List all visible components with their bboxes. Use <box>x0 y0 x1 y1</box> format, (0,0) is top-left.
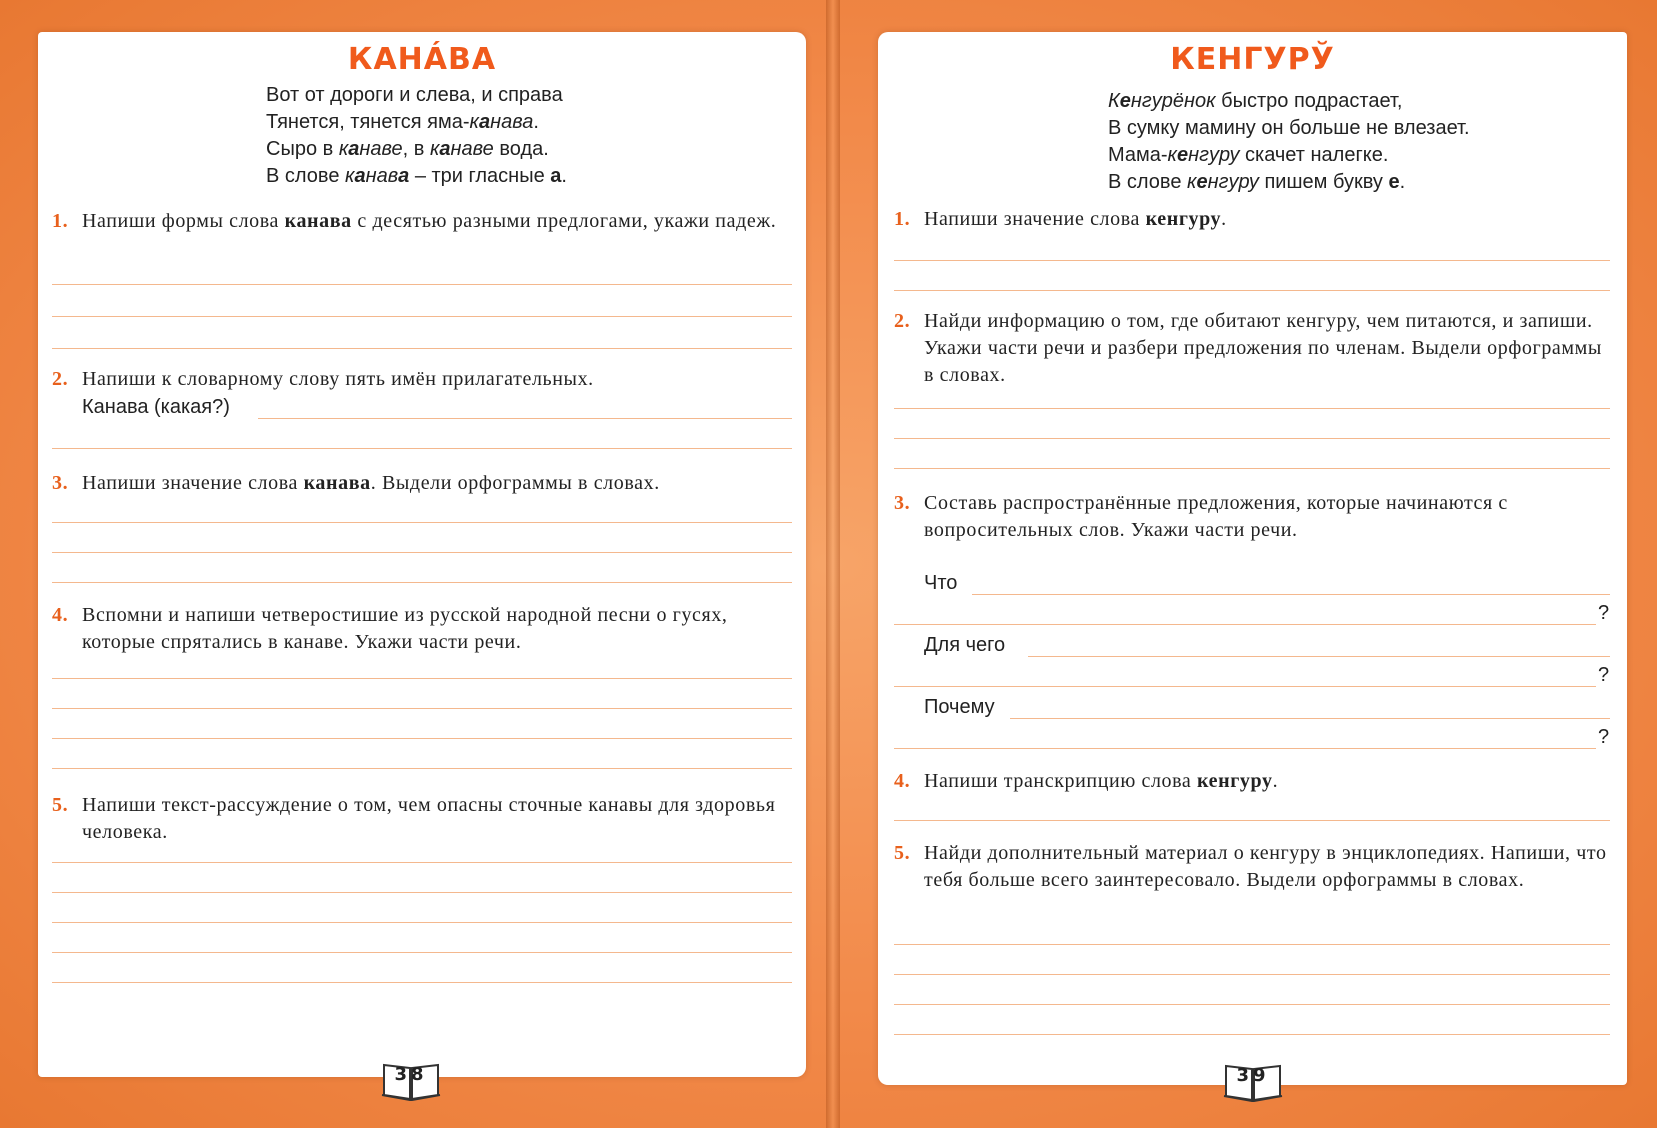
write-line[interactable] <box>1028 656 1610 657</box>
write-line[interactable] <box>52 348 792 349</box>
write-line[interactable] <box>52 284 792 285</box>
task-3 <box>894 490 1610 544</box>
page-number-badge <box>1222 1060 1284 1104</box>
write-line[interactable] <box>52 522 792 523</box>
task-number: 4. <box>52 604 69 626</box>
poem-line: Вот от дороги и слева, и справа <box>266 84 563 106</box>
stressed-vowel: е <box>1177 144 1189 166</box>
italic-text: нгуру <box>1207 171 1259 193</box>
write-line[interactable] <box>894 974 1610 975</box>
write-line[interactable] <box>52 862 792 863</box>
write-line[interactable] <box>52 768 792 769</box>
task-text: Напиши значение слова кенгуру. <box>924 208 1227 230</box>
task-text: Напиши формы слова канава с десятью разными предлогами, укажи падеж. <box>82 210 777 232</box>
task-number: 5. <box>52 794 69 816</box>
task-number: 5. <box>894 842 911 864</box>
task-4 <box>894 768 1610 795</box>
task-number: 1. <box>894 208 911 230</box>
emphasis: кенгуру <box>1145 208 1222 230</box>
task-3 <box>52 470 792 497</box>
write-line[interactable] <box>52 892 792 893</box>
stressed-vowel: е <box>1196 171 1208 193</box>
task-number: 3. <box>52 472 69 494</box>
page-number: 38 <box>394 1064 428 1085</box>
write-line[interactable] <box>894 290 1610 291</box>
write-line[interactable] <box>52 922 792 923</box>
question-word-what: Что <box>924 572 958 594</box>
write-line[interactable] <box>894 1004 1610 1005</box>
italic-text: наве <box>450 138 494 160</box>
task-text: Найди дополнительный материал о кенгуру в энциклопедиях. Напиши, что тебя больше всего заинтересовало. Выдели орфограммы в словах. <box>924 842 1607 891</box>
write-line[interactable] <box>894 944 1610 945</box>
italic-text: наве <box>359 138 403 160</box>
italic-text: нгуру <box>1188 144 1240 166</box>
write-line[interactable] <box>894 468 1610 469</box>
poem-line: Тянется, тянется яма-канава. <box>266 111 539 133</box>
left-page <box>38 32 806 1085</box>
write-line[interactable] <box>894 408 1610 409</box>
write-line[interactable] <box>972 594 1610 595</box>
poem-line: Мама-кенгуру скачет налегке. <box>1108 144 1389 166</box>
question-mark: ? <box>1598 602 1610 624</box>
italic-text: к <box>1167 144 1177 166</box>
task-text: Напиши транскрипцию слова кенгуру. <box>924 770 1279 792</box>
question-word-why: Почему <box>924 696 995 718</box>
task-number: 2. <box>894 310 911 332</box>
right-page <box>878 32 1627 1085</box>
question-mark: ? <box>1598 726 1610 748</box>
book-spine <box>826 0 840 1128</box>
stressed-vowel: а <box>354 165 366 187</box>
poem <box>266 82 567 190</box>
write-line[interactable] <box>52 952 792 953</box>
write-line[interactable] <box>1010 718 1610 719</box>
task-text: Напиши значение слова канава. Выдели орфограммы в словах. <box>82 472 660 494</box>
task-number: 2. <box>52 368 69 390</box>
task-2 <box>894 308 1610 389</box>
write-line[interactable] <box>52 552 792 553</box>
write-line[interactable] <box>258 418 792 419</box>
task-text: Напиши к словарному слову пять имён прилагательных. <box>82 368 594 390</box>
italic-text: к <box>1187 171 1197 193</box>
write-line[interactable] <box>52 678 792 679</box>
emphasis: е <box>1388 171 1400 193</box>
task-5 <box>52 792 792 846</box>
write-line[interactable] <box>894 1034 1610 1035</box>
task-5 <box>894 840 1610 894</box>
task-number: 4. <box>894 770 911 792</box>
italic-text: к <box>429 138 440 160</box>
emphasis: канава <box>284 210 352 232</box>
emphasis: канава <box>303 472 371 494</box>
italic-text: нгурёнок <box>1130 90 1216 112</box>
page-number: 39 <box>1236 1065 1270 1086</box>
task-2 <box>52 366 792 393</box>
poem-line: В сумку мамину он больше не влезает. <box>1108 117 1470 139</box>
emphasis: кенгуру <box>1197 770 1273 792</box>
task-number: 3. <box>894 492 911 514</box>
write-line[interactable] <box>52 448 792 449</box>
question-word-for-what: Для чего <box>924 634 1006 656</box>
task-1 <box>52 208 792 235</box>
stressed-vowel: а <box>478 111 491 133</box>
write-line[interactable] <box>52 982 792 983</box>
write-line[interactable] <box>52 738 792 739</box>
task-2-prompt: Канава (какая?) <box>82 396 230 418</box>
write-line[interactable] <box>894 260 1610 261</box>
task-1 <box>894 206 1610 233</box>
italic-text: нава <box>490 111 534 133</box>
poem-line: В слове кенгуру пишем букву е. <box>1108 171 1406 193</box>
page-title: КЕНГУРЎ <box>1170 42 1335 77</box>
write-line[interactable] <box>894 820 1610 821</box>
task-text: Составь распространённые предложения, которые начинаются с вопросительных слов. Укажи части речи. <box>924 492 1508 541</box>
poem-line: Сыро в канаве, в канаве вода. <box>266 138 549 160</box>
task-text: Найди информацию о том, где обитают кенгуру, чем питаются, и запиши. Укажи части речи и разбери предложения по членам. Выдели орфограммы в словах. <box>924 310 1602 386</box>
write-line[interactable] <box>894 748 1596 749</box>
italic-text: к <box>469 111 479 133</box>
stressed-vowel: а <box>398 165 410 187</box>
poem-line: Кенгурёнок быстро подрастает, <box>1108 90 1403 112</box>
stressed-vowel: а <box>439 138 451 160</box>
write-line[interactable] <box>894 438 1610 439</box>
write-line[interactable] <box>894 686 1596 687</box>
task-number: 1. <box>52 210 69 232</box>
page-number-badge <box>380 1059 442 1103</box>
question-mark: ? <box>1598 664 1610 686</box>
task-text: Напиши текст-рассуждение о том, чем опасны сточные канавы для здоровья человека. <box>82 794 776 843</box>
page-title: КАНÁВА <box>347 42 497 77</box>
emphasis: а <box>550 165 562 187</box>
stressed-vowel: е <box>1119 90 1131 112</box>
task-4 <box>52 602 792 656</box>
task-text: Вспомни и напиши четверостишие из русской народной песни о гусях, которые спрятались в канаве. Укажи части речи. <box>82 604 728 653</box>
italic-text: нав <box>365 165 399 187</box>
poem <box>1108 88 1470 196</box>
italic-text: К <box>1108 90 1120 112</box>
write-line[interactable] <box>52 316 792 317</box>
stressed-vowel: а <box>348 138 360 160</box>
italic-text: к <box>338 138 349 160</box>
write-line[interactable] <box>52 582 792 583</box>
write-line[interactable] <box>894 624 1596 625</box>
write-line[interactable] <box>52 708 792 709</box>
italic-text: к <box>345 165 355 187</box>
poem-line: В слове канава – три гласные а. <box>266 165 567 187</box>
